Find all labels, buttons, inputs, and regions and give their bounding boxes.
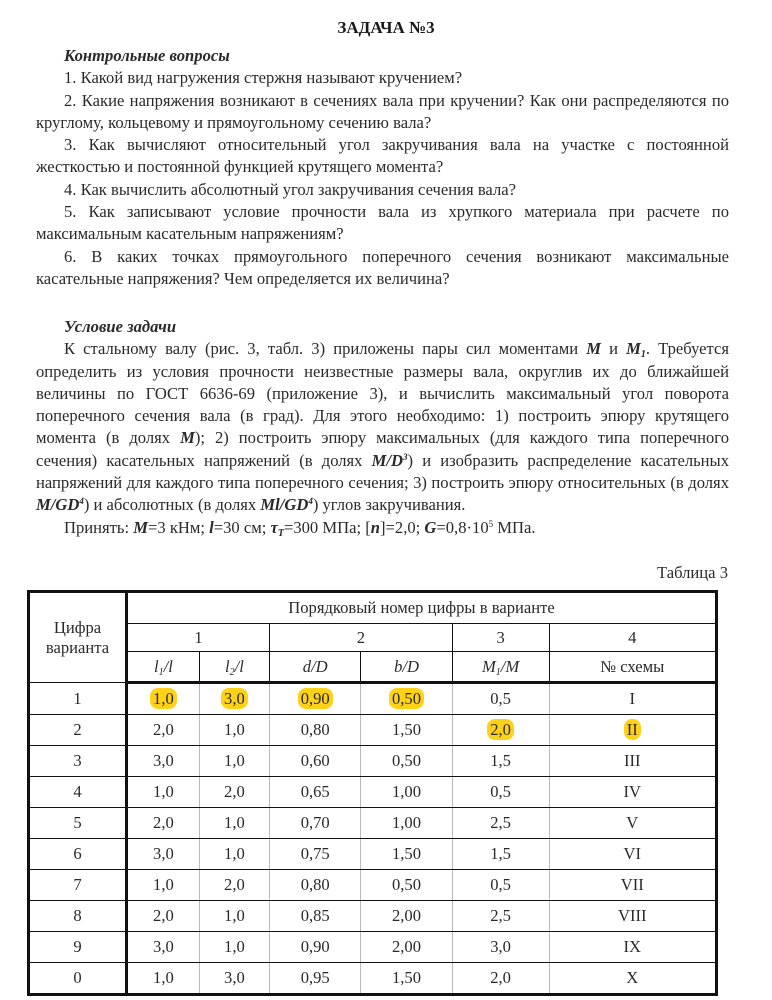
table-row [29, 963, 717, 995]
cell-scheme: X [549, 963, 716, 995]
header-ordinal: Порядковый номер цифры в варианте [127, 592, 717, 624]
cell-bD: 2,00 [361, 901, 452, 932]
header-group-2: 2 [270, 624, 453, 652]
cell-l1: 2,0 [127, 901, 200, 932]
cell-dD: 0,95 [270, 963, 361, 995]
control-questions [36, 45, 729, 290]
table-row [29, 901, 717, 932]
variants-table [27, 590, 718, 996]
cell-l1: 3,0 [127, 839, 200, 870]
header-variant-digit: Цифра варианта [29, 592, 127, 683]
cell-l1: 2,0 [127, 808, 200, 839]
cell-bD: 1,50 [361, 715, 452, 746]
cell-l2: 1,0 [199, 901, 269, 932]
task-title: ЗАДАЧА №3 [337, 18, 435, 37]
cell-dD: 0,60 [270, 746, 361, 777]
cell-dD: 0,70 [270, 808, 361, 839]
table-row [29, 683, 717, 715]
cell-l1: 1,0 [127, 683, 200, 715]
col-l1-l: $l_1/l$ [127, 652, 200, 683]
question-2: 2. Какие напряжения возникают в сечениях вала при кручении? Как они распределяются по круглому, кольцевому и прямоугольному сечению вала? [36, 90, 729, 132]
cell-l1: 1,0 [127, 963, 200, 995]
cell-scheme: IV [549, 777, 716, 808]
table-row [29, 870, 717, 901]
cell-scheme: IX [549, 932, 716, 963]
cell-bD: 1,00 [361, 777, 452, 808]
question-3: 3. Как вычисляют относительный угол закручивания вала на участке с постоянной жесткостью и постоянной функцией крутящего момента? [36, 135, 729, 177]
cell-digit: 8 [29, 901, 127, 932]
cell-M1M: 2,0 [452, 963, 549, 995]
cell-M1M: 2,0 [452, 715, 549, 746]
cell-l2: 1,0 [199, 715, 269, 746]
cell-M1M: 1,5 [452, 839, 549, 870]
cell-bD: 2,00 [361, 932, 452, 963]
cell-M1M: 0,5 [452, 683, 549, 715]
col-M1-M: $M_1/M$ [452, 652, 549, 683]
cell-scheme: V [549, 808, 716, 839]
cell-dD: 0,90 [270, 932, 361, 963]
col-b-D: b/D [361, 652, 452, 683]
cell-l2: 2,0 [199, 870, 269, 901]
cell-l2: 3,0 [199, 683, 269, 715]
header-group-1: 1 [127, 624, 270, 652]
cell-dD: 0,75 [270, 839, 361, 870]
table-row [29, 715, 717, 746]
question-1: 1. Какой вид нагружения стержня называют кручением? [64, 68, 463, 88]
col-l2-l: $l_2/l$ [199, 652, 269, 683]
cell-digit: 7 [29, 870, 127, 901]
cell-l2: 1,0 [199, 932, 269, 963]
cell-bD: 0,50 [361, 870, 452, 901]
question-6: 6. В каких точках прямоугольного поперечного сечения возникают максимальные касательные напряжения? Чем определяется их величина? [36, 246, 729, 288]
cell-scheme: I [549, 683, 716, 715]
cell-dD: 0,90 [270, 683, 361, 715]
table-row [29, 932, 717, 963]
control-questions-heading: Контрольные вопросы [64, 46, 230, 65]
problem-paragraph: К стальному валу (рис. 3, табл. 3) приложены пары сил моментами M и $M_1$. Требуется определить из условия прочности неизвестные размеры вала, округлив их до ближайшей величины по ГОСТ 6636-69 (приложение 3), и вычислить максимальный угол поворота поперечного сечения вала (в град). Для этого необходимо: 1) построить эпюру крутящего момента (в долях M); 2) построить эпюру максимальных (для каждого типа поперечного сечения) касательных напряжений (в долях $M/D^3$) и изобразить распределение касательных напряжений для каждого типа поперечного сечения; 3) построить эпюру относительных (в долях $M/GD^4$) и абсолютных (в долях $Ml/GD^4$) углов закручивания. [36, 339, 729, 515]
cell-bD: 1,00 [361, 808, 452, 839]
given-values: Принять: M=3 кНм; l=30 см; $\tau_T=300$ МПа; [n]=2,0; $G=0,8\cdot 10^5$ МПа. [64, 517, 536, 539]
cell-bD: 1,50 [361, 839, 452, 870]
cell-l1: 2,0 [127, 715, 200, 746]
cell-digit: 9 [29, 932, 127, 963]
cell-M1M: 1,5 [452, 746, 549, 777]
table-label: Таблица 3 [657, 563, 728, 582]
cell-bD: 0,50 [361, 746, 452, 777]
cell-scheme: II [549, 715, 716, 746]
cell-scheme: III [549, 746, 716, 777]
cell-scheme: VIII [549, 901, 716, 932]
cell-dD: 0,80 [270, 870, 361, 901]
cell-dD: 0,80 [270, 715, 361, 746]
cell-M1M: 0,5 [452, 777, 549, 808]
cell-digit: 6 [29, 839, 127, 870]
problem-statement [36, 316, 729, 539]
cell-M1M: 2,5 [452, 808, 549, 839]
problem-heading: Условие задачи [64, 317, 177, 336]
cell-bD: 0,50 [361, 683, 452, 715]
cell-l2: 2,0 [199, 777, 269, 808]
cell-digit: 4 [29, 777, 127, 808]
cell-digit: 3 [29, 746, 127, 777]
question-4: 4. Как вычислить абсолютный угол закручивания сечения вала? [64, 179, 516, 199]
cell-M1M: 3,0 [452, 932, 549, 963]
col-scheme: № схемы [549, 652, 716, 683]
cell-l2: 1,0 [199, 746, 269, 777]
table-row [29, 839, 717, 870]
cell-digit: 5 [29, 808, 127, 839]
table-row [29, 777, 717, 808]
cell-dD: 0,65 [270, 777, 361, 808]
cell-l1: 3,0 [127, 932, 200, 963]
cell-bD: 1,50 [361, 963, 452, 995]
header-group-4: 4 [549, 624, 716, 652]
cell-digit: 0 [29, 963, 127, 995]
question-5: 5. Как записывают условие прочности вала из хрупкого материала при расчете по максимальным касательным напряжениям? [36, 202, 729, 244]
col-d-D: d/D [270, 652, 361, 683]
header-group-3: 3 [452, 624, 549, 652]
cell-l2: 1,0 [199, 808, 269, 839]
cell-l2: 3,0 [199, 963, 269, 995]
table-row [29, 808, 717, 839]
cell-l2: 1,0 [199, 839, 269, 870]
cell-scheme: VII [549, 870, 716, 901]
cell-l1: 1,0 [127, 777, 200, 808]
cell-digit: 1 [29, 683, 127, 715]
cell-l1: 3,0 [127, 746, 200, 777]
table-row [29, 746, 717, 777]
cell-M1M: 0,5 [452, 870, 549, 901]
cell-dD: 0,85 [270, 901, 361, 932]
cell-scheme: VI [549, 839, 716, 870]
cell-digit: 2 [29, 715, 127, 746]
cell-M1M: 2,5 [452, 901, 549, 932]
cell-l1: 1,0 [127, 870, 200, 901]
